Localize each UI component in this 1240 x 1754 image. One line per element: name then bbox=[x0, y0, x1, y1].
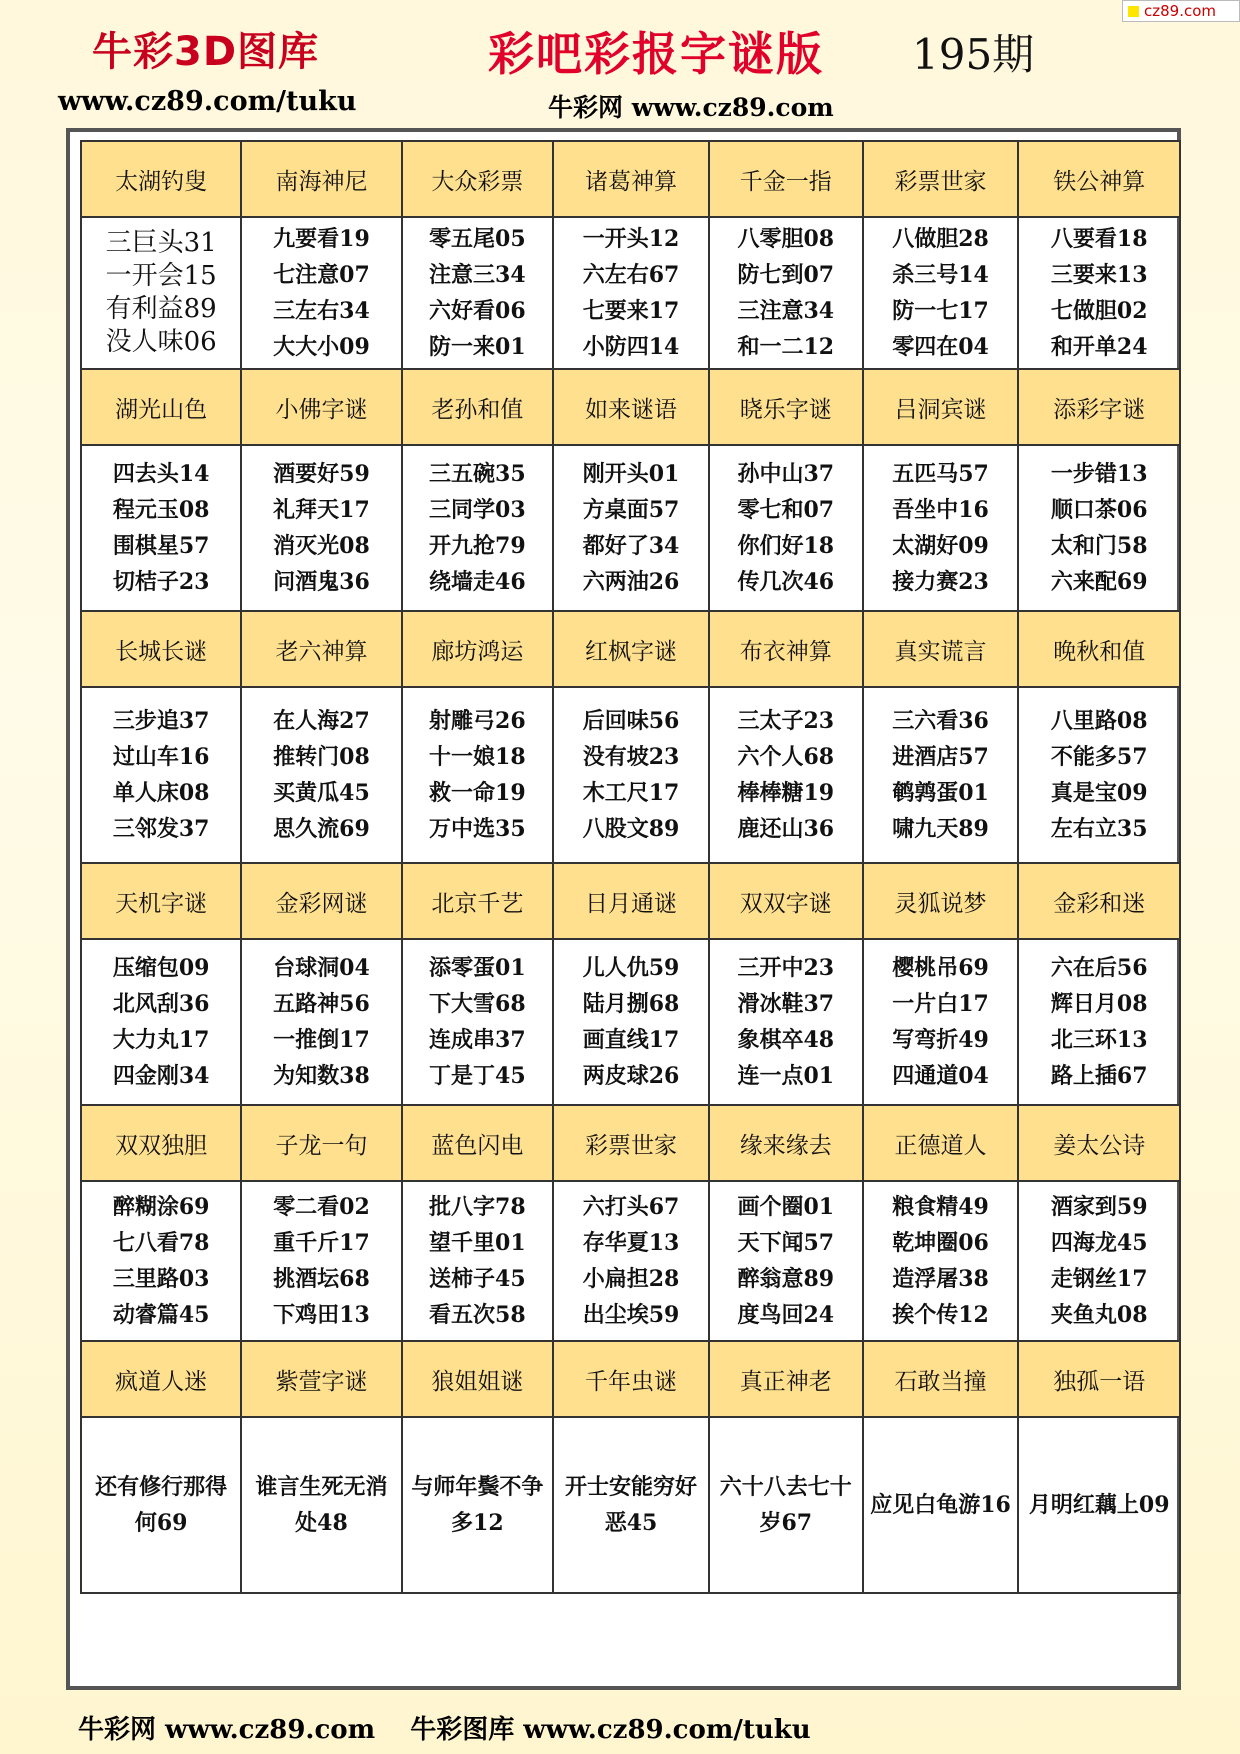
puzzle-line: 都好了34 bbox=[582, 533, 680, 559]
puzzle-line: 万中选35 bbox=[429, 816, 526, 842]
footer-tuku-link[interactable]: 牛彩图库 www.cz89.com/tuku bbox=[410, 1715, 811, 1745]
puzzle-line: 太和门58 bbox=[1050, 533, 1148, 559]
source-name-cell: 双双独胆 bbox=[81, 1105, 241, 1181]
source-name-cell: 缘来缘去 bbox=[709, 1105, 863, 1181]
content-row bbox=[81, 687, 1180, 863]
puzzle-line: 挨个传12 bbox=[892, 1302, 989, 1328]
source-name-cell: 疯道人迷 bbox=[81, 1341, 241, 1417]
puzzle-cell bbox=[402, 1181, 553, 1341]
source-name-cell: 天机字谜 bbox=[81, 863, 241, 939]
puzzle-cell bbox=[81, 1417, 241, 1593]
header-row bbox=[81, 141, 1180, 217]
puzzle-line: 月明红藕上09 bbox=[1028, 1492, 1170, 1518]
puzzle-line: 三里路03 bbox=[112, 1266, 210, 1292]
puzzle-line: 批八字78 bbox=[429, 1194, 526, 1220]
puzzle-line: 救一命19 bbox=[429, 780, 526, 806]
puzzle-line: 刚开头01 bbox=[582, 461, 680, 487]
puzzle-line: 三要来13 bbox=[1050, 262, 1148, 288]
puzzle-cell bbox=[709, 1181, 863, 1341]
puzzle-cell bbox=[402, 687, 553, 863]
source-name-cell: 千年虫谜 bbox=[553, 1341, 709, 1417]
source-name-cell: 铁公神算 bbox=[1018, 141, 1180, 217]
source-name-cell: 日月通谜 bbox=[553, 863, 709, 939]
puzzle-line: 六打头67 bbox=[582, 1194, 680, 1220]
content-row bbox=[81, 939, 1180, 1105]
puzzle-line: 绕墙走46 bbox=[429, 569, 526, 595]
puzzle-line: 连成串37 bbox=[429, 1027, 526, 1053]
puzzle-cell bbox=[402, 1417, 553, 1593]
puzzle-line: 三同学03 bbox=[429, 497, 526, 523]
source-name-cell: 石敢当撞 bbox=[863, 1341, 1019, 1417]
puzzle-line: 大大小09 bbox=[273, 334, 370, 360]
puzzle-cell bbox=[241, 687, 401, 863]
puzzle-line: 天下闻57 bbox=[737, 1230, 835, 1256]
source-name-cell: 湖光山色 bbox=[81, 369, 241, 445]
puzzle-cell bbox=[402, 939, 553, 1105]
puzzle-cell bbox=[709, 445, 863, 611]
puzzle-line: 三太子23 bbox=[737, 708, 835, 734]
puzzle-line: 射雕弓26 bbox=[429, 708, 526, 734]
puzzle-line: 小扁担28 bbox=[582, 1266, 680, 1292]
puzzle-cell bbox=[709, 939, 863, 1105]
page-title: 彩吧彩报字谜版 bbox=[488, 27, 824, 81]
puzzle-cell bbox=[1018, 939, 1180, 1105]
puzzle-line: 粮食精49 bbox=[892, 1194, 989, 1220]
header-row bbox=[81, 1105, 1180, 1181]
puzzle-line: 度鸟回24 bbox=[737, 1302, 835, 1328]
puzzle-line: 你们好18 bbox=[737, 533, 835, 559]
puzzle-line: 三注意34 bbox=[737, 298, 835, 324]
puzzle-line: 顺口茶06 bbox=[1050, 497, 1148, 523]
source-name-cell: 添彩字谜 bbox=[1018, 369, 1180, 445]
puzzle-line: 一开会15 bbox=[105, 261, 217, 291]
source-name-cell: 灵狐说梦 bbox=[863, 863, 1019, 939]
puzzle-cell bbox=[1018, 1181, 1180, 1341]
site-badge[interactable] bbox=[1122, 0, 1240, 22]
puzzle-line: 吾坐中16 bbox=[892, 497, 989, 523]
puzzle-table bbox=[80, 140, 1181, 1594]
source-name-cell: 真正神老 bbox=[709, 1341, 863, 1417]
puzzle-line: 路上插67 bbox=[1050, 1063, 1148, 1089]
puzzle-line: 下大雪68 bbox=[429, 991, 526, 1017]
puzzle-line: 传几次46 bbox=[737, 569, 835, 595]
puzzle-line: 开士安能穷好 bbox=[565, 1474, 698, 1500]
puzzle-line: 一开头12 bbox=[582, 226, 680, 252]
puzzle-line: 陆月捌68 bbox=[582, 991, 680, 1017]
puzzle-line: 鹌鹑蛋01 bbox=[892, 780, 989, 806]
puzzle-line: 开九抢79 bbox=[429, 533, 526, 559]
source-name-cell: 正德道人 bbox=[863, 1105, 1019, 1181]
source-name-cell: 真实谎言 bbox=[863, 611, 1019, 687]
puzzle-line: 没有坡23 bbox=[582, 744, 680, 770]
header-row bbox=[81, 369, 1180, 445]
puzzle-line: 太湖好09 bbox=[892, 533, 989, 559]
puzzle-line: 酒要好59 bbox=[273, 461, 370, 487]
puzzle-line: 防七到07 bbox=[737, 262, 835, 288]
puzzle-line: 三五碗35 bbox=[429, 461, 526, 487]
puzzle-line: 何69 bbox=[134, 1510, 188, 1536]
puzzle-line: 画直线17 bbox=[582, 1027, 680, 1053]
puzzle-cell bbox=[81, 939, 241, 1105]
source-name-cell: 独孤一语 bbox=[1018, 1341, 1180, 1417]
puzzle-line: 两皮球26 bbox=[582, 1063, 680, 1089]
puzzle-cell bbox=[81, 1181, 241, 1341]
puzzle-line: 三邻发37 bbox=[112, 816, 210, 842]
puzzle-line: 在人海27 bbox=[273, 708, 370, 734]
puzzle-line: 樱桃吊69 bbox=[892, 955, 989, 981]
badge-square-icon bbox=[1128, 6, 1139, 17]
puzzle-line: 象棋卒48 bbox=[737, 1027, 835, 1053]
puzzle-line: 七八看78 bbox=[112, 1230, 210, 1256]
puzzle-cell bbox=[241, 1181, 401, 1341]
puzzle-line: 棒棒糖19 bbox=[737, 780, 835, 806]
puzzle-line: 四去头14 bbox=[112, 461, 210, 487]
puzzle-line: 六左右67 bbox=[582, 262, 680, 288]
footer bbox=[78, 1709, 837, 1746]
puzzle-cell bbox=[81, 445, 241, 611]
source-name-cell: 金彩和迷 bbox=[1018, 863, 1180, 939]
source-name-cell: 双双字谜 bbox=[709, 863, 863, 939]
puzzle-line: 程元玉08 bbox=[112, 497, 210, 523]
puzzle-line: 连一点01 bbox=[737, 1063, 835, 1089]
puzzle-cell bbox=[863, 445, 1019, 611]
puzzle-line: 七注意07 bbox=[273, 262, 370, 288]
puzzle-line: 有利益89 bbox=[105, 294, 217, 324]
puzzle-line: 送柿子45 bbox=[429, 1266, 526, 1292]
puzzle-line: 孙中山37 bbox=[737, 461, 835, 487]
source-name-cell: 狼姐姐谜 bbox=[402, 1341, 553, 1417]
puzzle-line: 六在后56 bbox=[1050, 955, 1148, 981]
puzzle-cell bbox=[709, 217, 863, 369]
puzzle-line: 防一来01 bbox=[429, 334, 526, 360]
puzzle-line: 八零胆08 bbox=[737, 226, 835, 252]
puzzle-line: 防一七17 bbox=[892, 298, 989, 324]
source-name-cell: 廊坊鸿运 bbox=[402, 611, 553, 687]
puzzle-line: 大力丸17 bbox=[112, 1027, 210, 1053]
puzzle-line: 不能多57 bbox=[1050, 744, 1148, 770]
puzzle-table-frame bbox=[66, 128, 1181, 1690]
puzzle-line: 四海龙45 bbox=[1050, 1230, 1148, 1256]
source-name-cell: 布衣神算 bbox=[709, 611, 863, 687]
puzzle-cell bbox=[863, 1181, 1019, 1341]
puzzle-cell bbox=[81, 217, 241, 369]
puzzle-line: 岁67 bbox=[759, 1510, 813, 1536]
source-name-cell: 彩票世家 bbox=[553, 1105, 709, 1181]
puzzle-line: 方桌面57 bbox=[582, 497, 680, 523]
puzzle-line: 进酒店57 bbox=[892, 744, 989, 770]
source-name-cell: 吕洞宾谜 bbox=[863, 369, 1019, 445]
puzzle-line: 四通道04 bbox=[892, 1063, 989, 1089]
source-name-cell: 如来谜语 bbox=[553, 369, 709, 445]
puzzle-line: 零五尾05 bbox=[429, 226, 526, 252]
puzzle-cell bbox=[709, 1417, 863, 1593]
puzzle-line: 六好看06 bbox=[429, 298, 526, 324]
puzzle-cell bbox=[863, 217, 1019, 369]
source-name-cell: 太湖钓叟 bbox=[81, 141, 241, 217]
puzzle-cell bbox=[241, 1417, 401, 1593]
puzzle-line: 走钢丝17 bbox=[1050, 1266, 1148, 1292]
puzzle-line: 处48 bbox=[295, 1510, 348, 1536]
source-name-cell: 南海神尼 bbox=[241, 141, 401, 217]
source-name-cell: 晚秋和值 bbox=[1018, 611, 1180, 687]
puzzle-line: 夹鱼丸08 bbox=[1050, 1302, 1148, 1328]
puzzle-line: 推转门08 bbox=[273, 744, 370, 770]
puzzle-line: 三步追37 bbox=[112, 708, 210, 734]
source-name-cell: 长城长谜 bbox=[81, 611, 241, 687]
puzzle-cell bbox=[709, 687, 863, 863]
source-name-cell: 蓝色闪电 bbox=[402, 1105, 553, 1181]
puzzle-cell bbox=[241, 217, 401, 369]
puzzle-line: 十一娘18 bbox=[429, 744, 526, 770]
puzzle-line: 存华夏13 bbox=[582, 1230, 680, 1256]
puzzle-line: 八要看18 bbox=[1050, 226, 1148, 252]
puzzle-line: 七做胆02 bbox=[1050, 298, 1148, 324]
puzzle-line: 礼拜天17 bbox=[273, 497, 370, 523]
puzzle-cell bbox=[402, 445, 553, 611]
puzzle-line: 一步错13 bbox=[1050, 461, 1148, 487]
puzzle-line: 为知数38 bbox=[273, 1063, 370, 1089]
puzzle-line: 注意三34 bbox=[429, 262, 526, 288]
puzzle-line: 零四在04 bbox=[892, 334, 989, 360]
source-name-cell: 北京千艺 bbox=[402, 863, 553, 939]
puzzle-cell bbox=[553, 217, 709, 369]
puzzle-line: 买黄瓜45 bbox=[273, 780, 370, 806]
puzzle-line: 鹿还山36 bbox=[737, 816, 835, 842]
source-name-cell: 老孙和值 bbox=[402, 369, 553, 445]
puzzle-cell bbox=[553, 445, 709, 611]
tuku-url-link[interactable]: www.cz89.com/tuku bbox=[58, 86, 357, 117]
puzzle-cell bbox=[553, 687, 709, 863]
puzzle-line: 木工尺17 bbox=[582, 780, 680, 806]
puzzle-line: 后回味56 bbox=[582, 708, 680, 734]
content-row bbox=[81, 217, 1180, 369]
puzzle-line: 乾坤圈06 bbox=[892, 1230, 989, 1256]
puzzle-line: 一推倒17 bbox=[273, 1027, 370, 1053]
puzzle-line: 与师年鬓不争 bbox=[411, 1474, 544, 1500]
source-name-cell: 子龙一句 bbox=[241, 1105, 401, 1181]
puzzle-cell bbox=[1018, 217, 1180, 369]
puzzle-line: 八做胆28 bbox=[892, 226, 989, 252]
source-name-cell: 彩票世家 bbox=[863, 141, 1019, 217]
puzzle-cell bbox=[241, 445, 401, 611]
puzzle-line: 挑酒坛68 bbox=[273, 1266, 370, 1292]
puzzle-line: 过山车16 bbox=[112, 744, 210, 770]
puzzle-line: 写弯折49 bbox=[892, 1027, 989, 1053]
puzzle-line: 消灭光08 bbox=[273, 533, 370, 559]
puzzle-cell bbox=[863, 939, 1019, 1105]
puzzle-cell bbox=[402, 217, 553, 369]
puzzle-line: 单人床08 bbox=[112, 780, 210, 806]
puzzle-line: 零七和07 bbox=[737, 497, 835, 523]
puzzle-line: 应见白龟游16 bbox=[870, 1492, 1011, 1518]
puzzle-line: 六来配69 bbox=[1050, 569, 1148, 595]
puzzle-line: 围棋星57 bbox=[112, 533, 210, 559]
puzzle-cell bbox=[553, 1181, 709, 1341]
puzzle-line: 三开中23 bbox=[737, 955, 835, 981]
puzzle-line: 添零蛋01 bbox=[429, 955, 526, 981]
puzzle-line: 北三环13 bbox=[1050, 1027, 1148, 1053]
content-row bbox=[81, 1181, 1180, 1341]
puzzle-line: 五路神56 bbox=[273, 991, 370, 1017]
source-name-cell: 晓乐字谜 bbox=[709, 369, 863, 445]
puzzle-cell bbox=[553, 939, 709, 1105]
puzzle-line: 接力赛23 bbox=[892, 569, 989, 595]
puzzle-line: 还有修行那得 bbox=[95, 1474, 228, 1500]
puzzle-line: 重千斤17 bbox=[273, 1230, 370, 1256]
puzzle-line: 看五次58 bbox=[429, 1302, 526, 1328]
header-row bbox=[81, 1341, 1180, 1417]
source-name-cell: 诸葛神算 bbox=[553, 141, 709, 217]
puzzle-line: 望千里01 bbox=[429, 1230, 526, 1256]
puzzle-cell bbox=[863, 1417, 1019, 1593]
source-name-cell: 红枫字谜 bbox=[553, 611, 709, 687]
puzzle-line: 多12 bbox=[451, 1510, 504, 1536]
puzzle-line: 酒家到59 bbox=[1050, 1194, 1148, 1220]
source-name-cell: 千金一指 bbox=[709, 141, 863, 217]
puzzle-line: 杀三号14 bbox=[892, 262, 989, 288]
puzzle-line: 和一二12 bbox=[737, 334, 835, 360]
puzzle-line: 真是宝09 bbox=[1050, 780, 1148, 806]
puzzle-cell bbox=[241, 939, 401, 1105]
puzzle-line: 七要来17 bbox=[582, 298, 680, 324]
puzzle-line: 问酒鬼36 bbox=[273, 569, 370, 595]
puzzle-line: 三巨头31 bbox=[105, 228, 217, 258]
source-name-cell: 大众彩票 bbox=[402, 141, 553, 217]
puzzle-line: 啸九天89 bbox=[892, 816, 989, 842]
puzzle-line: 小防四14 bbox=[582, 334, 680, 360]
puzzle-line: 台球洞04 bbox=[273, 955, 370, 981]
issue-number: 195期 bbox=[912, 30, 1035, 79]
puzzle-line: 六两油26 bbox=[582, 569, 680, 595]
puzzle-line: 出尘埃59 bbox=[582, 1302, 680, 1328]
puzzle-line: 六个人68 bbox=[737, 744, 835, 770]
source-name-cell: 姜太公诗 bbox=[1018, 1105, 1180, 1181]
puzzle-line: 三六看36 bbox=[892, 708, 989, 734]
puzzle-line: 零二看02 bbox=[273, 1194, 370, 1220]
puzzle-line: 造浮屠38 bbox=[892, 1266, 989, 1292]
site-url-link[interactable]: 牛彩网 www.cz89.com bbox=[548, 93, 834, 122]
puzzle-line: 恶45 bbox=[604, 1510, 658, 1536]
puzzle-line: 一片白17 bbox=[892, 991, 989, 1017]
puzzle-line: 下鸡田13 bbox=[273, 1302, 370, 1328]
puzzle-cell bbox=[1018, 1417, 1180, 1593]
footer-site-link[interactable]: 牛彩网 www.cz89.com bbox=[78, 1715, 376, 1745]
puzzle-cell bbox=[1018, 687, 1180, 863]
puzzle-line: 六十八去七十 bbox=[719, 1474, 852, 1500]
source-name-cell: 紫萱字谜 bbox=[241, 1341, 401, 1417]
puzzle-cell bbox=[1018, 445, 1180, 611]
puzzle-line: 八里路08 bbox=[1050, 708, 1148, 734]
header-row bbox=[81, 611, 1180, 687]
puzzle-line: 三左右34 bbox=[273, 298, 370, 324]
puzzle-line: 丁是丁45 bbox=[429, 1063, 526, 1089]
puzzle-line: 五匹马57 bbox=[892, 461, 989, 487]
puzzle-cell bbox=[81, 687, 241, 863]
source-name-cell: 老六神算 bbox=[241, 611, 401, 687]
puzzle-line: 切桔子23 bbox=[112, 569, 210, 595]
puzzle-cell bbox=[553, 1417, 709, 1593]
puzzle-line: 动睿篇45 bbox=[112, 1302, 210, 1328]
puzzle-line: 滑冰鞋37 bbox=[737, 991, 835, 1017]
puzzle-line: 醉糊涂69 bbox=[112, 1194, 210, 1220]
source-name-cell: 小佛字谜 bbox=[241, 369, 401, 445]
puzzle-line: 左右立35 bbox=[1050, 816, 1148, 842]
puzzle-line: 谁言生死无消 bbox=[255, 1474, 388, 1500]
header-row bbox=[81, 863, 1180, 939]
puzzle-line: 辉日月08 bbox=[1050, 991, 1148, 1017]
puzzle-line: 思久流69 bbox=[273, 816, 370, 842]
puzzle-line: 没人味06 bbox=[105, 327, 217, 357]
puzzle-line: 压缩包09 bbox=[112, 955, 210, 981]
content-row bbox=[81, 445, 1180, 611]
site-title: 牛彩3D图库 bbox=[92, 29, 320, 75]
puzzle-line: 北风刮36 bbox=[112, 991, 210, 1017]
puzzle-line: 儿人仇59 bbox=[582, 955, 680, 981]
puzzle-line: 九要看19 bbox=[273, 226, 370, 252]
puzzle-cell bbox=[863, 687, 1019, 863]
puzzle-line: 和开单24 bbox=[1050, 334, 1148, 360]
puzzle-line: 醉翁意89 bbox=[737, 1266, 835, 1292]
badge-text: cz89.com bbox=[1144, 2, 1217, 20]
puzzle-line: 画个圈01 bbox=[737, 1194, 835, 1220]
puzzle-line: 四金刚34 bbox=[112, 1063, 210, 1089]
source-name-cell: 金彩网谜 bbox=[241, 863, 401, 939]
content-row bbox=[81, 1417, 1180, 1593]
puzzle-line: 八股文89 bbox=[582, 816, 680, 842]
